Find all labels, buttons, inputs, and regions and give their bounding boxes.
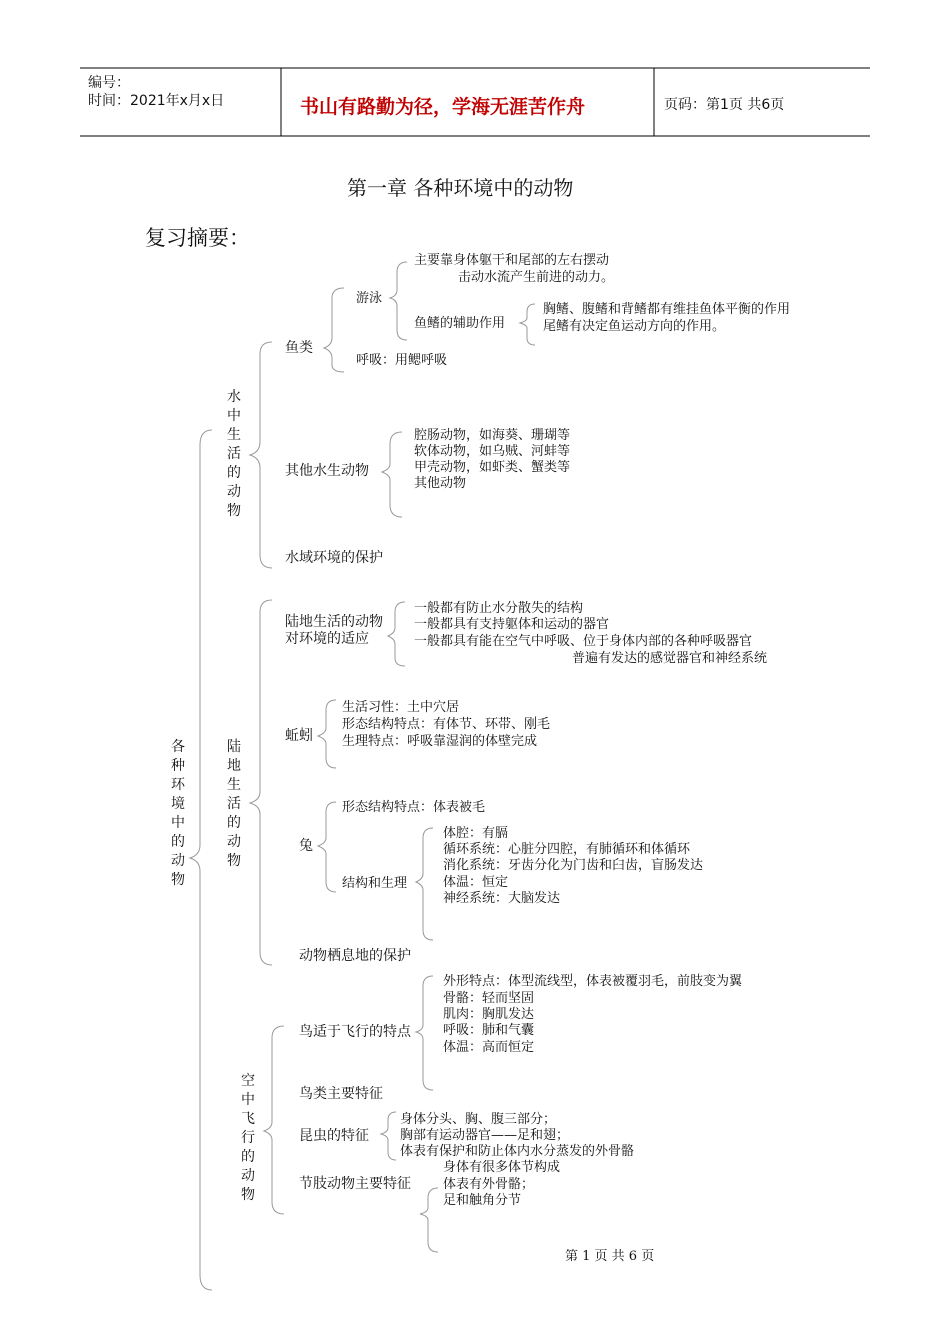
list-item: 生理特点：呼吸靠湿润的体壁完成: [342, 734, 538, 749]
list-item: 身体有很多体节构成: [443, 1160, 561, 1175]
list-item: 体温：高而恒定: [443, 1040, 535, 1055]
list-item: 消化系统：牙齿分化为门齿和臼齿，盲肠发达: [443, 858, 704, 873]
list-item: 体温：恒定: [443, 875, 509, 890]
rabbit-label: 兔: [299, 838, 313, 854]
list-item: 一般都具有支持躯体和运动的器官: [414, 617, 610, 632]
list-item: 体表有外骨骼；: [443, 1177, 535, 1192]
time-label: 时间：2021年x月x日: [88, 93, 225, 109]
fin-line-2: 尾鳍有决定鱼运动方向的作用。: [543, 319, 726, 334]
bird-label: 鸟适于飞行的特点: [299, 1024, 411, 1040]
root-label: 各种环境中的动物: [171, 739, 185, 888]
fish-label: 鱼类: [285, 340, 313, 356]
adapt-line-2: 对环境的适应: [285, 631, 369, 647]
list-item: 体表有保护和防止体内水分蒸发的外骨骼: [400, 1144, 635, 1159]
list-item: 胸部有运动器官——足和翅；: [400, 1128, 570, 1143]
water-protect: 水域环境的保护: [285, 550, 383, 566]
rabbit-form: 形态结构特点：体表被毛: [342, 800, 486, 815]
insect-label: 昆虫的特征: [299, 1128, 369, 1144]
list-item: 骨骼：轻而坚固: [443, 991, 535, 1006]
land-protect: 动物栖息地的保护: [299, 948, 411, 964]
motto: 书山有路勤为径，学海无涯苦作舟: [300, 96, 586, 118]
swim-line-2: 击动水流产生前进的动力。: [458, 270, 615, 285]
list-item: 甲壳动物，如虾类、蟹类等: [414, 460, 571, 475]
list-item: 神经系统：大脑发达: [443, 891, 561, 906]
worm-label: 蚯蚓: [285, 728, 313, 744]
page-info: 页码：第1页 共6页: [664, 97, 785, 113]
list-item: 软体动物，如乌贼、河蚌等: [414, 444, 571, 459]
list-item: 生活习性：土中穴居: [342, 700, 460, 715]
list-item: 呼吸：肺和气囊: [443, 1023, 535, 1038]
list-item: 普遍有发达的感觉器官和神经系统: [572, 651, 768, 666]
land-label: 陆地生活的动物: [227, 739, 241, 869]
list-item: 循环系统：心脏分四腔，有肺循环和体循环: [443, 842, 691, 857]
fin-line-1: 胸鳍、腹鳍和背鳍都有维挂鱼体平衡的作用: [543, 302, 791, 317]
list-item: 体腔：有膈: [443, 826, 509, 841]
list-item: 形态结构特点：有体节、环带、刚毛: [342, 717, 551, 732]
list-item: 外形特点：体型流线型，体表被覆羽毛，前肢变为翼: [443, 974, 743, 989]
list-item: 身体分头、胸、腹三部分；: [400, 1112, 557, 1127]
arthro-label: 节肢动物主要特征: [299, 1176, 411, 1192]
fish-breath: 呼吸：用鳃呼吸: [356, 353, 448, 368]
fin-label: 鱼鳍的辅助作用: [414, 316, 506, 331]
summary-heading: 复习摘要：: [145, 226, 250, 250]
water-label: 水中生活的动物: [227, 389, 241, 519]
number-label: 编号：: [88, 75, 130, 91]
page-footer: 第 1 页 共 6 页: [565, 1249, 655, 1264]
list-item: 腔肠动物，如海葵、珊瑚等: [414, 428, 571, 443]
list-item: 肌肉：胸肌发达: [443, 1007, 535, 1022]
list-item: 一般都具有能在空气中呼吸、位于身体内部的各种呼吸器官: [414, 634, 753, 649]
list-item: 足和触角分节: [443, 1193, 522, 1208]
adapt-line-1: 陆地生活的动物: [285, 614, 383, 630]
swim-label: 游泳: [356, 291, 383, 306]
list-item: 其他动物: [414, 476, 467, 491]
bird-main: 鸟类主要特征: [299, 1086, 383, 1102]
list-item: 一般都有防止水分散失的结构: [414, 601, 584, 616]
chapter-title: 第一章 各种环境中的动物: [347, 176, 574, 200]
other-water-label: 其他水生动物: [285, 463, 369, 479]
rabbit-struct-label: 结构和生理: [342, 876, 408, 891]
swim-line-1: 主要靠身体躯干和尾部的左右摆动: [414, 253, 610, 268]
air-label: 空中飞行的动物: [241, 1073, 255, 1203]
